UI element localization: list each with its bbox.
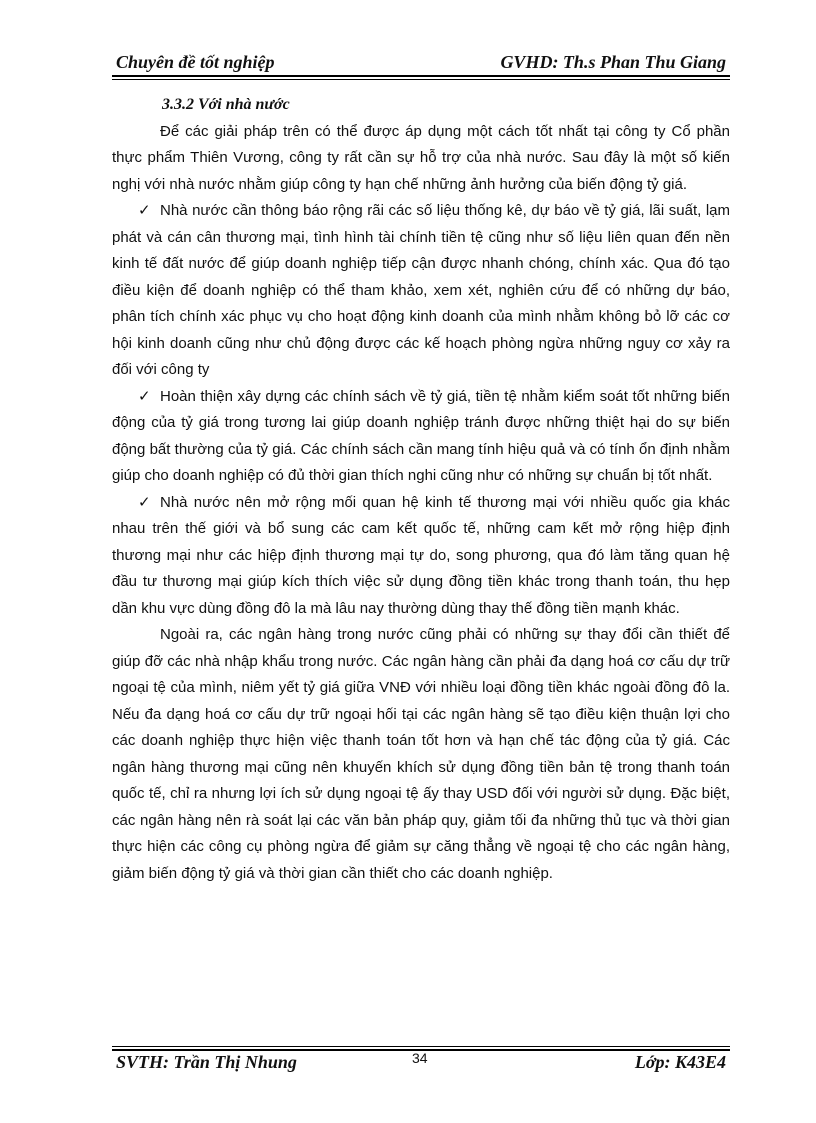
bullet-item-trade bbox=[112, 490, 730, 623]
closing-paragraph: Ngoài ra, các ngân hàng trong nước cũng phải có những sự thay đổi cần thiết để giúp đỡ các nhà nhập khẩu trong nước. Các ngân hàng cần phải đa dạng hoá cơ cấu dự trữ ngoại tệ của mình, niêm yết tỷ giá giữa VNĐ với nhiều loại đồng tiền khác ngoài đồng đô la. Nếu đa dạng hoá cơ cấu dự trữ ngoại hối tại các ngân hàng sẽ tạo điều kiện thuận lợi cho các doanh nghiệp thực hiện việc thanh toán tốt hơn và hạn chế tác động của tỷ giá. Các ngân hàng thương mại cũng nên khuyến khích sử dụng đồng tiền bản tệ trong thanh toán quốc tế, chỉ ra nhưng lợi ích sử dụng ngoại tệ ấy thay USD đối với người sử dụng. Đặc biệt, các ngân hàng nên rà soát lại các văn bản pháp quy, giảm tối đa những thủ tục và thời gian thực hiện các công cụ phòng ngừa để giảm sự căng thẳng về ngoại tệ cho các ngân hàng, giảm biến động tỷ giá và thời gian cần thiết cho các doanh nghiệp. bbox=[112, 626, 730, 882]
header-rule-thin bbox=[112, 79, 730, 80]
bullet-item-statistics bbox=[112, 198, 730, 384]
bullet-item-policy bbox=[112, 384, 730, 490]
page-footer bbox=[112, 1046, 730, 1074]
header-rule bbox=[112, 75, 730, 77]
header-title: Chuyên đề tốt nghiệp bbox=[116, 52, 275, 72]
bullet-text: Hoàn thiện xây dựng các chính sách về tỷ giá, tiền tệ nhằm kiểm soát tốt những biến động của tỷ giá trong tương lai giúp doanh nghiệp tránh được những thiệt hại do sự biến động bất thường của tỷ giá. Các chính sách cần mang tính hiệu quả và có tính ổn định nhằm giúp cho doanh nghiệp có đủ thời gian thích nghi cũng như có những sự chuẩn bị tốt nhất. bbox=[112, 387, 730, 484]
page-number: 34 bbox=[412, 1050, 428, 1066]
checkmark-icon: ✓ bbox=[138, 493, 151, 511]
bullet-text: Nhà nước nên mở rộng mối quan hệ kinh tế thương mại với nhiều quốc gia khác nhau trên thế giới và bổ sung các cam kết quốc tế, những cam kết mở rộng hiệp định thương mại như các hiệp định thương mại tự do, song phương, qua đó làm tăng quan hệ đầu tư thương mại giúp kích thích việc sử dụng đồng tiền khác trong thanh toán, thu hẹp dần khu vực dùng đồng đô la mà lâu nay thường dùng thay thế đồng tiền mạnh khác. bbox=[112, 493, 730, 617]
footer-student: SVTH: Trần Thị Nhung bbox=[116, 1052, 297, 1072]
page-header bbox=[112, 52, 730, 78]
header-advisor: GVHD: Th.s Phan Thu Giang bbox=[500, 52, 726, 72]
checkmark-icon: ✓ bbox=[138, 387, 151, 405]
page-body bbox=[112, 92, 730, 887]
footer-rule-thin bbox=[112, 1046, 730, 1047]
bullet-text: Nhà nước cần thông báo rộng rãi các số liệu thống kê, dự báo về tỷ giá, lãi suất, lạm phát và cán cân thương mại, tình hình tài chính tiền tệ cũng như số liệu liên quan đến nền kinh tế đất nước để giúp doanh nghiệp tiếp cận được nhanh chóng, chính xác. Qua đó tạo điều kiện để doanh nghiệp có thể tham khảo, xem xét, nghiên cứu để có những dự báo, phân tích chính xác phục vụ cho hoạt động kinh doanh của mình nhằm không bỏ lỡ các cơ hội kinh doanh cũng như chủ động được các kế hoạch phòng ngừa những nguy cơ xảy ra đối với công ty bbox=[112, 202, 730, 378]
section-heading: 3.3.2 Với nhà nước bbox=[162, 96, 290, 113]
checkmark-icon: ✓ bbox=[138, 202, 151, 219]
intro-paragraph: Để các giải pháp trên có thể được áp dụng một cách tốt nhất tại công ty Cổ phần thực phẩm Thiên Vương, công ty rất cần sự hỗ trợ của nhà nước. Sau đây là một số kiến nghị với nhà nước nhằm giúp công ty hạn chế những ảnh hưởng của biến động tỷ giá. bbox=[112, 122, 730, 193]
footer-class: Lớp: K43E4 bbox=[634, 1052, 726, 1072]
